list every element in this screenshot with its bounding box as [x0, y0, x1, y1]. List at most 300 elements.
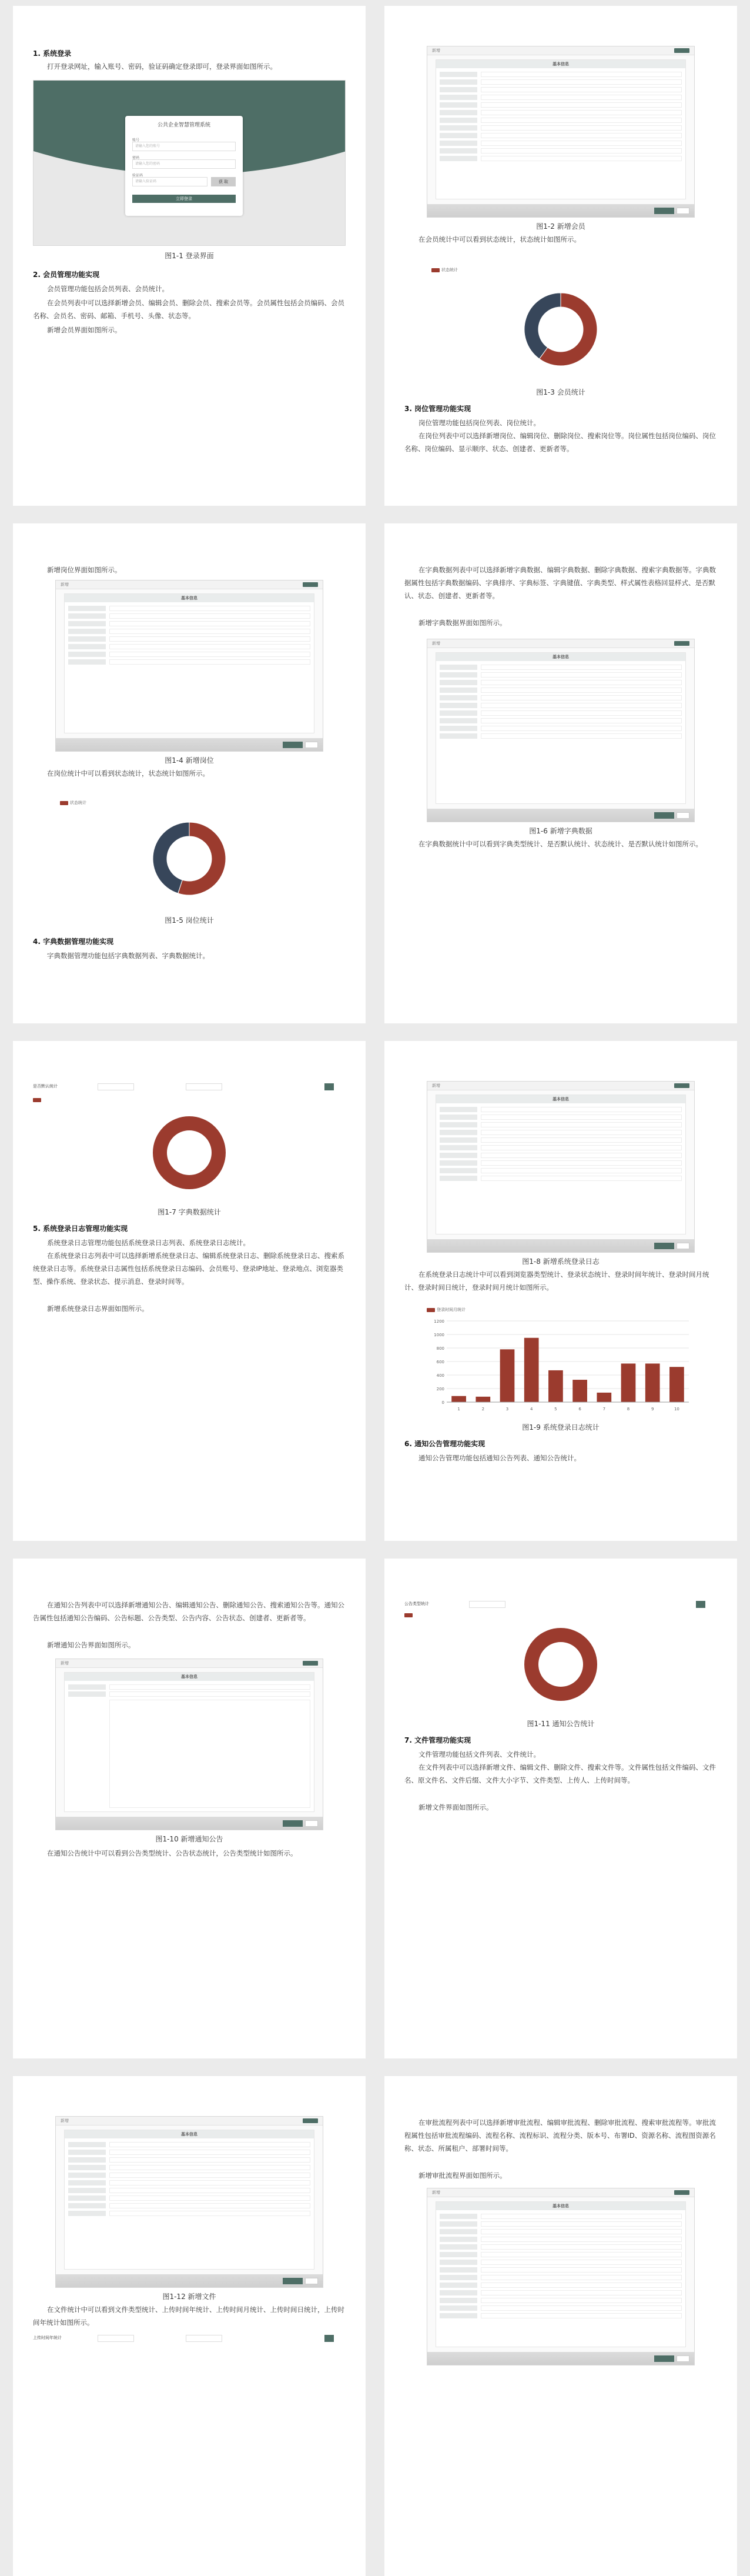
rich-text-editor[interactable] [109, 1700, 310, 1808]
maximize-button[interactable] [674, 1083, 689, 1088]
form-row [440, 718, 682, 724]
field-label [68, 613, 106, 619]
form-header-label: 基本信息 [553, 655, 569, 659]
maximize-button[interactable] [674, 641, 689, 646]
form-field[interactable] [481, 733, 682, 739]
form-field[interactable] [481, 718, 682, 723]
form-field[interactable] [481, 2290, 682, 2295]
bar [621, 1363, 636, 1402]
form-field[interactable] [109, 2203, 310, 2208]
doc-page-2 [384, 6, 737, 506]
form-field[interactable] [481, 2237, 682, 2242]
form-field[interactable] [109, 2180, 310, 2185]
form-field[interactable] [481, 1122, 682, 1127]
form-field[interactable] [481, 665, 682, 670]
form-field[interactable] [481, 79, 682, 85]
form-header [436, 2202, 685, 2210]
form-row [440, 680, 682, 686]
form-row [440, 703, 682, 709]
captcha-input[interactable]: 请输入验证码 [132, 177, 207, 186]
form-field[interactable] [109, 2211, 310, 2216]
paragraph: 在字典数据统计中可以看到字典类型统计、是否默认统计、状态统计、是否默认统计如图所示。 [418, 840, 702, 848]
figure-caption: 图1-5 岗位统计 [165, 916, 214, 925]
form-field[interactable] [481, 688, 682, 693]
form-row [68, 613, 310, 619]
doc-page-4 [384, 523, 737, 1023]
paragraph: 在文件统计中可以看到文件类型统计、上传时间年统计、上传时间月统计、上传时间日统计，上传时间年统计如图所示。 [33, 2305, 344, 2327]
form-field[interactable] [109, 659, 310, 665]
field-label [68, 629, 106, 634]
form-field[interactable] [481, 133, 682, 138]
form-row [68, 2188, 310, 2194]
login-screenshot [33, 80, 346, 246]
form-row [440, 2252, 682, 2258]
form-row [68, 636, 310, 642]
paragraph: 新增岗位界面如图所示。 [47, 566, 122, 574]
form-field[interactable] [481, 1137, 682, 1143]
section-title-notice: 6. 通知公告管理功能实现 [404, 1440, 486, 1448]
figure-caption: 图1-11 通知公告统计 [527, 1720, 595, 1728]
form-field[interactable] [481, 2283, 682, 2288]
paragraph: 会员管理功能包括会员列表、会员统计。 [47, 285, 169, 293]
y-tick-label: 200 [436, 1387, 444, 1392]
captcha-button[interactable]: 获 取 [211, 177, 236, 186]
bar [669, 1367, 684, 1402]
maximize-button[interactable] [303, 2118, 318, 2123]
form-row [68, 2142, 310, 2148]
x-tick-label: 7 [602, 1407, 606, 1412]
form-field[interactable] [481, 2305, 682, 2311]
add-notice-screenshot: 新增 基本信息 [55, 1659, 323, 1830]
field-label [440, 95, 477, 100]
paragraph: 在系统登录日志统计中可以看到浏览器类型统计、登录状态统计、登录时间年统计、登录时间月统计、登录时间日统计，登录时间月统计如图所示。 [404, 1270, 709, 1292]
add-member-screenshot [427, 46, 695, 218]
field-label [440, 2214, 477, 2219]
section-title-file: 7. 文件管理功能实现 [404, 1736, 471, 1744]
form-field[interactable] [109, 652, 310, 657]
y-tick-label: 600 [436, 1360, 444, 1364]
form-field[interactable] [109, 2195, 310, 2201]
doc-page-1 [13, 6, 366, 506]
x-tick-label: 9 [651, 1407, 654, 1412]
login-month-bar-chart [427, 1315, 695, 1415]
form-field[interactable] [109, 606, 310, 611]
confirm-button[interactable] [283, 742, 303, 748]
field-label [440, 2267, 477, 2273]
form-field[interactable] [109, 2157, 310, 2163]
field-label [440, 2313, 477, 2318]
field-label [440, 2252, 477, 2257]
form-row [440, 2221, 682, 2227]
field-label [68, 2211, 106, 2216]
window-titlebar [427, 1082, 694, 1090]
add-dict-screenshot [427, 639, 695, 822]
form-row [440, 2244, 682, 2250]
figure-caption: 图1-1 登录界面 [165, 252, 214, 260]
filter-label: 是否默认统计 [33, 1084, 58, 1089]
login-title: 公共企业智慧管理系统 [157, 122, 210, 128]
field-label [440, 672, 477, 678]
form-row [68, 2203, 310, 2209]
paragraph: 在会员统计中可以看到状态统计，状态统计如图所示。 [418, 235, 581, 243]
field-label [68, 2173, 106, 2178]
bar [597, 1393, 611, 1402]
form-row [440, 102, 682, 108]
username-input[interactable]: 请输入您的账号 [132, 142, 236, 151]
form-row [440, 2229, 682, 2235]
dialog-footer [56, 738, 323, 751]
form-field[interactable] [481, 2221, 682, 2227]
field-label [440, 2290, 477, 2295]
form-field[interactable] [481, 102, 682, 108]
form-field[interactable] [481, 148, 682, 154]
field-label [68, 2157, 106, 2163]
field-label [440, 118, 477, 123]
window-title: 新增 [61, 582, 69, 587]
window-title: 新增 [432, 2190, 440, 2195]
form-field[interactable] [481, 1107, 682, 1112]
search-button[interactable] [696, 1601, 705, 1608]
field-label [440, 688, 477, 693]
form-row [68, 2211, 310, 2217]
form-row [440, 110, 682, 116]
paragraph: 字典数据管理功能包括字典数据列表、字典数据统计。 [47, 952, 209, 960]
doc-page-6 [384, 1041, 737, 1541]
login-button[interactable]: 立即登录 [132, 195, 236, 203]
form-row [440, 1160, 682, 1166]
field-label [68, 2142, 106, 2147]
field-label [440, 1115, 477, 1120]
y-tick-label: 400 [436, 1373, 444, 1378]
form-field[interactable] [481, 1153, 682, 1158]
paragraph: 岗位管理功能包括岗位列表、岗位统计。 [418, 419, 540, 427]
form-row [440, 2290, 682, 2296]
form-header [65, 2130, 314, 2138]
form-field[interactable] [481, 1115, 682, 1120]
dialog-footer [427, 809, 694, 822]
form-row [68, 2180, 310, 2186]
login-card [125, 116, 243, 216]
window-titlebar [427, 639, 694, 648]
confirm-button[interactable] [283, 2278, 303, 2284]
form-row [440, 2260, 682, 2265]
figure-caption: 图1-4 新增岗位 [165, 756, 214, 765]
window-titlebar [56, 2117, 323, 2125]
figure-caption: 图1-7 字典数据统计 [158, 1208, 221, 1216]
form-row [68, 2150, 310, 2155]
form-field[interactable] [481, 125, 682, 131]
field-label [68, 621, 106, 626]
form-field[interactable] [109, 2142, 310, 2147]
field-label [68, 2150, 106, 2155]
paragraph: 新增系统登录日志界面如图所示。 [47, 1304, 149, 1313]
form-field[interactable] [481, 2313, 682, 2318]
form-field[interactable] [481, 2229, 682, 2234]
filter-select[interactable] [469, 1601, 505, 1608]
bar [548, 1370, 563, 1402]
paragraph: 新增文件界面如图所示。 [418, 1803, 493, 1811]
form-field[interactable] [109, 629, 310, 634]
field-label [68, 2165, 106, 2170]
form-header [436, 1095, 685, 1103]
form-field[interactable] [481, 87, 682, 92]
doc-page-5 [13, 1041, 366, 1541]
filter-select[interactable] [186, 2335, 222, 2342]
x-tick-label: 8 [627, 1407, 630, 1412]
filter-select[interactable] [186, 1083, 222, 1090]
form-row [440, 141, 682, 146]
field-label [440, 2275, 477, 2280]
form-field[interactable] [109, 613, 310, 619]
field-label [440, 1107, 477, 1112]
form-row [68, 2165, 310, 2171]
form-row [440, 2298, 682, 2304]
field-label [440, 125, 477, 131]
form-field[interactable] [481, 72, 682, 77]
filter-select[interactable] [98, 1083, 134, 1090]
chart-legend: 状态统计 [431, 267, 458, 273]
form-field[interactable] [481, 110, 682, 115]
field-label [440, 665, 477, 670]
window-titlebar [427, 2188, 694, 2197]
form-row [68, 621, 310, 627]
form-field[interactable] [481, 1145, 682, 1150]
form-row [440, 1130, 682, 1136]
field-label [68, 644, 106, 649]
paragraph: 新增通知公告界面如图所示。 [47, 1641, 135, 1649]
form-field[interactable] [481, 710, 682, 716]
figure-caption: 图1-3 会员统计 [536, 388, 585, 396]
form-field[interactable] [481, 95, 682, 100]
form-field[interactable] [481, 703, 682, 708]
notice-type-donut [502, 1617, 620, 1711]
x-tick-label: 5 [554, 1407, 557, 1412]
field-label [68, 2195, 106, 2201]
doc-page-10 [384, 2076, 737, 2576]
form-field[interactable] [109, 621, 310, 626]
field-label [440, 718, 477, 723]
form-row [440, 2305, 682, 2311]
section-title-post: 3. 岗位管理功能实现 [404, 405, 471, 413]
y-tick-label: 0 [441, 1400, 444, 1405]
form-field[interactable] [481, 695, 682, 700]
form-field[interactable] [481, 680, 682, 685]
x-tick-label: 6 [578, 1407, 581, 1412]
maximize-button[interactable] [674, 48, 689, 53]
form-field[interactable] [481, 672, 682, 678]
figure-caption: 图1-12 新增文件 [162, 2293, 216, 2301]
form-row [440, 1168, 682, 1174]
form-field[interactable] [481, 1160, 682, 1166]
form-field[interactable] [481, 1176, 682, 1181]
form-field[interactable] [481, 2214, 682, 2219]
close-button[interactable] [305, 742, 318, 748]
form-row [440, 1107, 682, 1113]
confirm-button[interactable] [654, 812, 674, 819]
search-button[interactable] [324, 1083, 334, 1090]
form-row [440, 1115, 682, 1120]
window-title: 新增 [432, 641, 440, 646]
form-field[interactable] [481, 156, 682, 161]
form-field[interactable] [481, 1168, 682, 1173]
form-header-label: 基本信息 [181, 2132, 197, 2137]
form-row [440, 2313, 682, 2319]
close-button[interactable] [677, 812, 689, 819]
add-login-log-screenshot [427, 1081, 695, 1253]
form-field[interactable] [481, 2252, 682, 2257]
paragraph: 在系统登录日志列表中可以选择新增系统登录日志、编辑系统登录日志、删除系统登录日志、搜索系统登录日志等。系统登录日志属性包括系统登录日志编码、会员账号、登录IP地址、登录地点、浏览器类型、操作系统、登录状态、提示消息、登录时间等。 [33, 1252, 344, 1286]
paragraph: 通知公告管理功能包括通知公告列表、通知公告统计。 [418, 1454, 581, 1462]
field-label [440, 1176, 477, 1181]
form-field[interactable] [481, 2244, 682, 2250]
field-label [440, 2260, 477, 2265]
field-label [440, 1160, 477, 1166]
paragraph: 在通知公告列表中可以选择新增通知公告、编辑通知公告、删除通知公告、搜索通知公告等。通知公告属性包括通知公告编码、公告标题、公告类型、公告内容、公告状态、创建者、更新者等。 [33, 1601, 344, 1622]
close-button[interactable] [677, 208, 689, 214]
paragraph: 在会员列表中可以选择新增会员、编辑会员、删除会员、搜索会员等。会员属性包括会员编码、会员名称、会员名、密码、邮箱、手机号、头像、状态等。 [33, 299, 344, 320]
chart-legend [404, 1613, 414, 1617]
form-field[interactable] [109, 2188, 310, 2193]
form-row [440, 133, 682, 139]
form-field[interactable] [481, 1130, 682, 1135]
add-approval-flow-screenshot [427, 2188, 695, 2365]
form-header-label: 基本信息 [553, 2204, 569, 2208]
bar [476, 1397, 490, 1402]
form-header-label: 基本信息 [553, 62, 569, 66]
add-post-screenshot [55, 580, 323, 752]
dialog-footer [427, 1239, 694, 1252]
form-row [440, 125, 682, 131]
filter-label: 上传时间年统计 [33, 2335, 62, 2340]
field-label [440, 2237, 477, 2242]
paragraph: 新增字典数据界面如图所示。 [418, 619, 507, 627]
figure-caption: 图1-9 系统登录日志统计 [522, 1423, 600, 1432]
x-tick-label: 2 [481, 1407, 485, 1412]
form-row [440, 2283, 682, 2288]
doc-page-8 [384, 1559, 737, 2058]
field-label [68, 636, 106, 642]
confirm-button[interactable] [654, 208, 674, 214]
bar [451, 1396, 466, 1402]
password-input[interactable]: 请输入您的密码 [132, 159, 236, 169]
field-label [440, 141, 477, 146]
form-row [440, 95, 682, 101]
form-row [440, 672, 682, 678]
form-field[interactable] [109, 636, 310, 642]
close-button[interactable] [677, 1243, 689, 1249]
pie-slice [153, 1116, 226, 1189]
field-label [440, 2244, 477, 2250]
field-label [440, 703, 477, 708]
paragraph: 文件管理功能包括文件列表、文件统计。 [418, 1750, 540, 1759]
figure-caption: 图1-2 新增会员 [536, 222, 585, 231]
window-title: 新增 [432, 48, 440, 53]
form-field[interactable] [481, 2298, 682, 2303]
form-row [68, 652, 310, 658]
form-header [65, 594, 314, 602]
field-label [68, 659, 106, 665]
form-field[interactable] [109, 2150, 310, 2155]
field-label [440, 2305, 477, 2311]
field-label [440, 102, 477, 108]
form-field[interactable] [481, 726, 682, 731]
form-row [440, 695, 682, 701]
bar [500, 1349, 515, 1402]
chart-legend: 登录时间月统计 [427, 1307, 466, 1313]
form-row [440, 79, 682, 85]
form-header-label: 基本信息 [553, 1097, 569, 1102]
x-tick-label: 10 [674, 1407, 679, 1412]
section-title-login-log: 5. 系统登录日志管理功能实现 [33, 1224, 128, 1233]
form-row [68, 629, 310, 635]
maximize-button[interactable] [674, 2190, 689, 2195]
form-row [440, 1153, 682, 1159]
dialog-footer [56, 2274, 323, 2287]
form-panel [436, 59, 686, 199]
form-row [440, 87, 682, 93]
figure-caption: 图1-8 新增系统登录日志 [522, 1257, 600, 1266]
confirm-button[interactable] [654, 2355, 674, 2362]
form-field[interactable] [481, 118, 682, 123]
x-tick-label: 4 [530, 1407, 533, 1412]
field-label [68, 2188, 106, 2193]
close-button[interactable] [305, 2278, 318, 2284]
captcha-label: 验证码 [132, 173, 143, 178]
chart-legend: 状态统计 [60, 800, 86, 806]
post-status-donut [130, 812, 248, 906]
form-field[interactable] [481, 141, 682, 146]
paragraph: 打开登录网址，输入账号、密码，验证码确定登录即可，登录界面如图所示。 [47, 62, 277, 71]
filter-label: 公告类型统计 [404, 1601, 429, 1606]
form-field[interactable] [481, 2260, 682, 2265]
filter-bar [33, 1083, 346, 1092]
form-row [440, 733, 682, 739]
dialog-footer [427, 204, 694, 217]
form-row [440, 2275, 682, 2281]
form-row [68, 644, 310, 650]
form-row [68, 2173, 310, 2178]
form-field[interactable] [481, 2275, 682, 2280]
confirm-button[interactable] [654, 1243, 674, 1249]
form-row [440, 710, 682, 716]
close-button[interactable] [677, 2355, 689, 2362]
field-label [68, 652, 106, 657]
paragraph: 在岗位统计中可以看到状态统计，状态统计如图所示。 [47, 769, 209, 778]
figure-caption: 图1-10 新增通知公告 [155, 1835, 223, 1843]
paragraph: 系统登录日志管理功能包括系统登录日志列表、系统登录日志统计。 [47, 1239, 250, 1247]
section-title-dict: 4. 字典数据管理功能实现 [33, 937, 114, 946]
form-row [68, 2195, 310, 2201]
search-button[interactable] [324, 2335, 334, 2342]
field-label [440, 733, 477, 739]
pie-slice [524, 1628, 597, 1701]
maximize-button[interactable] [303, 582, 318, 587]
form-field[interactable] [481, 2267, 682, 2273]
form-field[interactable] [109, 2173, 310, 2178]
member-status-donut [502, 282, 620, 376]
x-tick-label: 1 [457, 1407, 460, 1412]
form-field[interactable] [109, 644, 310, 649]
paragraph: 新增会员界面如图所示。 [47, 326, 122, 334]
paragraph: 在岗位列表中可以选择新增岗位、编辑岗位、删除岗位、搜索岗位等。岗位属性包括岗位编码、岗位名称、岗位编码、显示顺序、状态、创建者、更新者等。 [404, 432, 716, 453]
filter-select[interactable] [98, 2335, 134, 2342]
paragraph: 在字典数据列表中可以选择新增字典数据、编辑字典数据、删除字典数据、搜索字典数据等。字典数据属性包括字典数据编码、字典排序、字典标签、字典键值、字典类型、样式属性表格回显样式、是否默认、状态、创建者、更新者等。 [404, 566, 716, 600]
form-panel [436, 1095, 686, 1234]
form-row [440, 1145, 682, 1151]
form-field[interactable] [109, 2165, 310, 2170]
chart-legend [33, 1097, 43, 1102]
form-row [440, 726, 682, 732]
